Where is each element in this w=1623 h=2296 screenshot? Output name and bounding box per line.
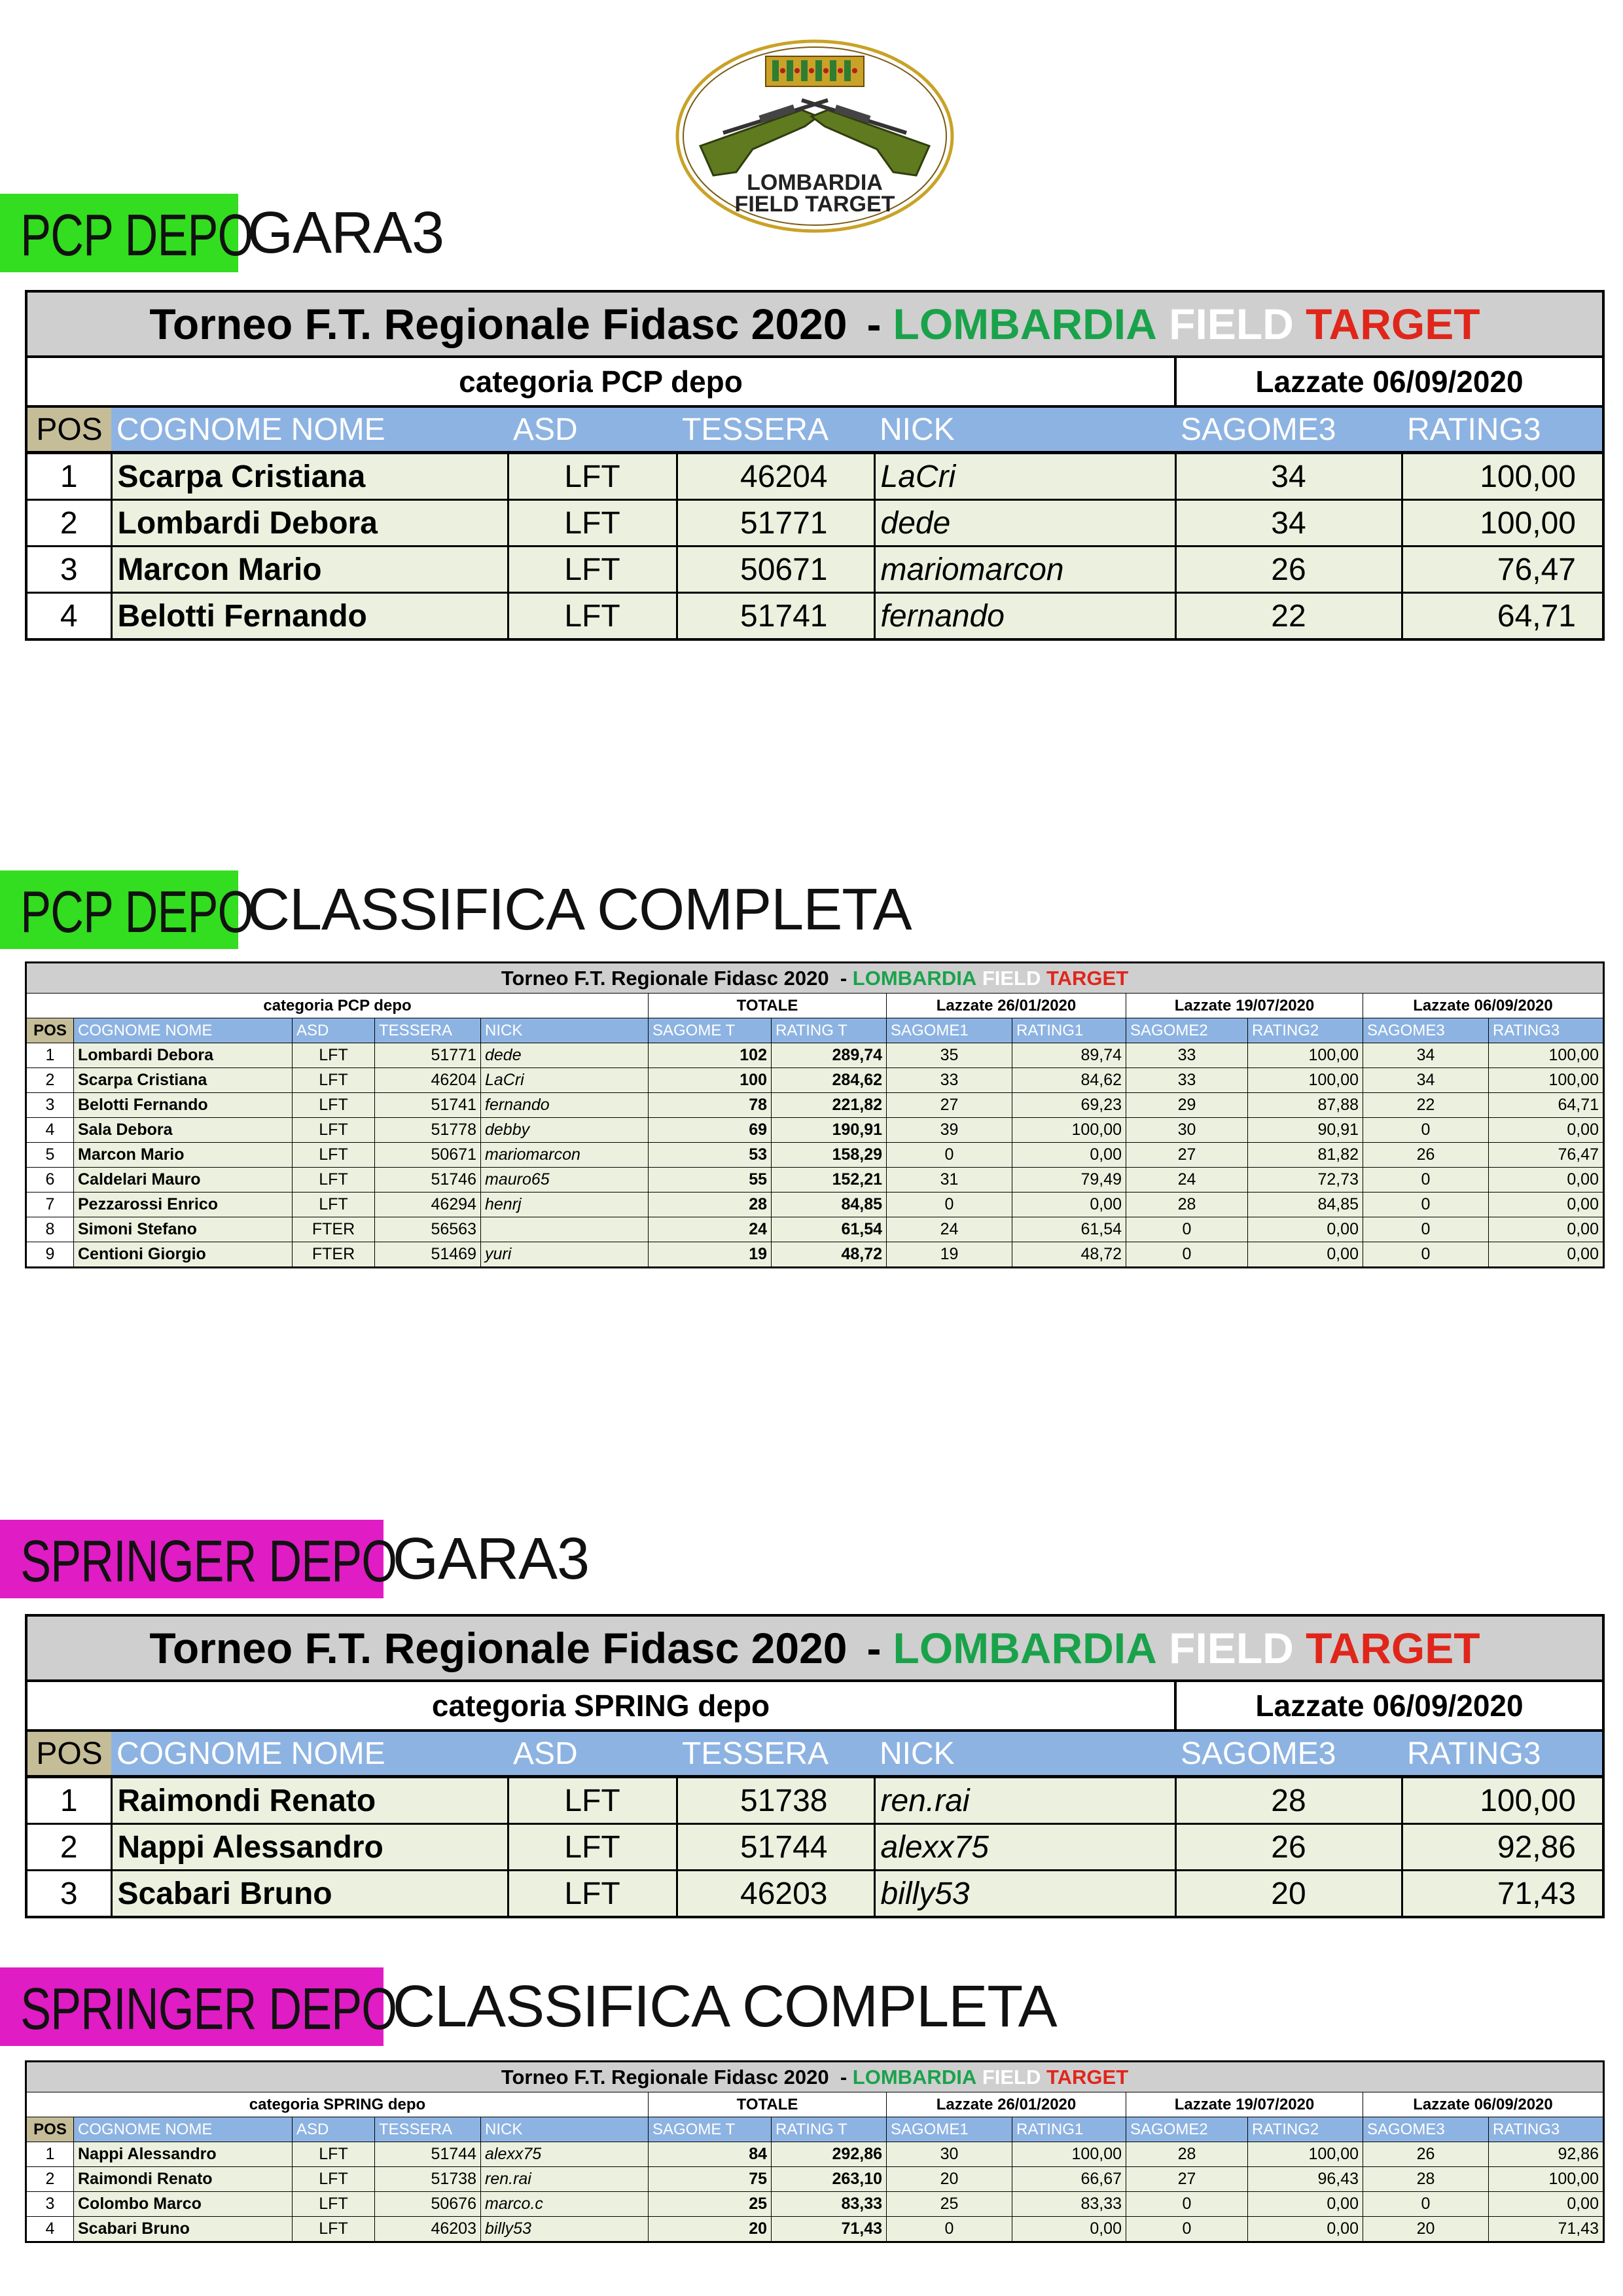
group-header-row: categoria PCP depo TOTALE Lazzate 26/01/2020 Lazzate 19/07/2020 Lazzate 06/09/2020 xyxy=(27,994,1603,1018)
section-highlight xyxy=(0,1520,397,1598)
category-row xyxy=(27,1682,1602,1732)
logo-text-line1: LOMBARDIA xyxy=(747,170,883,195)
section-title-pcp-gara3 xyxy=(0,194,444,272)
table-row: 3 Marcon Mario LFT 50671 mariomarcon 26 76,47 xyxy=(27,547,1602,593)
table-row: 8 Simoni Stefano FTER 56563 24 61,54 24 61,54 0 0,00 0 0,00 xyxy=(27,1217,1603,1242)
section-highlight xyxy=(0,1967,397,2046)
lombardia-field-target-logo xyxy=(674,38,955,234)
springer-classifica-rows xyxy=(27,2142,1603,2242)
section-title-springer-gara3 xyxy=(0,1520,589,1598)
category-row xyxy=(27,358,1602,408)
pcp-classifica-rows xyxy=(27,1043,1603,1267)
header-row: POS COGNOME NOME ASD TESSERA NICK SAGOME3 RATING3 xyxy=(27,1732,1602,1777)
table-row: 9 Centioni Giorgio FTER 51469 yuri 19 48,72 19 48,72 0 0,00 0 0,00 xyxy=(27,1242,1603,1267)
table-row: 4 Scabari Bruno LFT 46203 billy53 20 71,43 0 0,00 0 0,00 20 71,43 xyxy=(27,2217,1603,2242)
table-row: 5 Marcon Mario LFT 50671 mariomarcon 53 158,29 0 0,00 27 81,82 26 76,47 xyxy=(27,1143,1603,1168)
header-row: POS COGNOME NOME ASD TESSERA NICK SAGOME3 RATING3 xyxy=(27,408,1602,453)
table-row: 4 Belotti Fernando LFT 51741 fernando 22 64,71 xyxy=(27,593,1602,639)
logo-emblem-icon xyxy=(674,38,955,234)
section-title-highlight-text: PCP DEPO xyxy=(20,203,253,268)
logo-text-line2: FIELD TARGET xyxy=(734,192,895,217)
table-row: 3 Scabari Bruno LFT 46203 billy53 20 71,43 xyxy=(27,1871,1602,1916)
table-row: 1 Raimondi Renato LFT 51738 ren.rai 28 100,00 xyxy=(27,1777,1602,1824)
section-title-rest-text: GARA3 xyxy=(393,1526,590,1592)
springer-gara3-table xyxy=(25,1614,1605,1918)
section-highlight xyxy=(0,194,253,272)
tournament-title-row: Torneo F.T. Regionale Fidasc 2020 - LOMBARDIA FIELD TARGET xyxy=(27,963,1603,994)
table-row: 2 Nappi Alessandro LFT 51744 alexx75 26 92,86 xyxy=(27,1824,1602,1871)
section-title-highlight-text: SPRINGER DEPO xyxy=(20,1529,397,1594)
event-date: Lazzate 06/09/2020 xyxy=(1174,1682,1602,1729)
table-row: 1 Nappi Alessandro LFT 51744 alexx75 84 292,86 30 100,00 28 100,00 26 92,86 xyxy=(27,2142,1603,2167)
table-row: 7 Pezzarossi Enrico LFT 46294 henrj 28 84,85 0 0,00 28 84,85 0 0,00 xyxy=(27,1193,1603,1217)
section-highlight xyxy=(0,870,253,949)
section-title-rest-text: GARA3 xyxy=(247,200,444,266)
event-date: Lazzate 06/09/2020 xyxy=(1174,358,1602,405)
results-grid xyxy=(27,1732,1602,1916)
tournament-title-row: Torneo F.T. Regionale Fidasc 2020 - LOMBARDIA FIELD TARGET xyxy=(27,2062,1603,2092)
header-row: POS COGNOME NOME ASD TESSERA NICK SAGOME T RATING T SAGOME1 RATING1 SAGOME2 RATING2 SAGOME3 RATING3 xyxy=(27,2117,1603,2142)
section-title-rest-text: CLASSIFICA COMPLETA xyxy=(247,877,912,942)
table-row: 2 Lombardi Debora LFT 51771 dede 34 100,00 xyxy=(27,500,1602,547)
table-row: 2 Raimondi Renato LFT 51738 ren.rai 75 263,10 20 66,67 27 96,43 28 100,00 xyxy=(27,2167,1603,2192)
category-label: categoria PCP depo xyxy=(459,365,743,399)
tournament-title: Torneo F.T. Regionale Fidasc 2020 - LOMBARDIA FIELD TARGET xyxy=(27,293,1602,358)
section-title-rest-text: CLASSIFICA COMPLETA xyxy=(393,1974,1057,2039)
table-row: 3 Belotti Fernando LFT 51741 fernando 78 221,82 27 69,23 29 87,88 22 64,71 xyxy=(27,1093,1603,1118)
section-title-pcp-classifica xyxy=(0,870,912,949)
category-label: categoria SPRING depo xyxy=(431,1689,770,1723)
table-row: 2 Scarpa Cristiana LFT 46204 LaCri 100 284,62 33 84,62 33 100,00 34 100,00 xyxy=(27,1068,1603,1093)
table-row: 6 Caldelari Mauro LFT 51746 mauro65 55 152,21 31 79,49 24 72,73 0 0,00 xyxy=(27,1168,1603,1193)
section-title-highlight-text: PCP DEPO xyxy=(20,880,253,945)
section-title-springer-classifica xyxy=(0,1967,1057,2046)
tournament-title: Torneo F.T. Regionale Fidasc 2020 - LOMBARDIA FIELD TARGET xyxy=(27,1617,1602,1682)
group-header-row: categoria SPRING depo TOTALE Lazzate 26/01/2020 Lazzate 19/07/2020 Lazzate 06/09/2020 xyxy=(27,2092,1603,2117)
pcp-classifica-table xyxy=(25,961,1605,1268)
springer-classifica-table xyxy=(25,2060,1605,2243)
table-row: 1 Scarpa Cristiana LFT 46204 LaCri 34 100,00 xyxy=(27,453,1602,500)
section-title-highlight-text: SPRINGER DEPO xyxy=(20,1977,397,2042)
results-grid xyxy=(27,408,1602,638)
pcp-gara3-table xyxy=(25,290,1605,641)
header-row: POS COGNOME NOME ASD TESSERA NICK SAGOME T RATING T SAGOME1 RATING1 SAGOME2 RATING2 SAGOME3 RATING3 xyxy=(27,1018,1603,1043)
table-row: 3 Colombo Marco LFT 50676 marco.c 25 83,33 25 83,33 0 0,00 0 0,00 xyxy=(27,2192,1603,2217)
table-row: 1 Lombardi Debora LFT 51771 dede 102 289,74 35 89,74 33 100,00 34 100,00 xyxy=(27,1043,1603,1068)
table-row: 4 Sala Debora LFT 51778 debby 69 190,91 39 100,00 30 90,91 0 0,00 xyxy=(27,1118,1603,1143)
